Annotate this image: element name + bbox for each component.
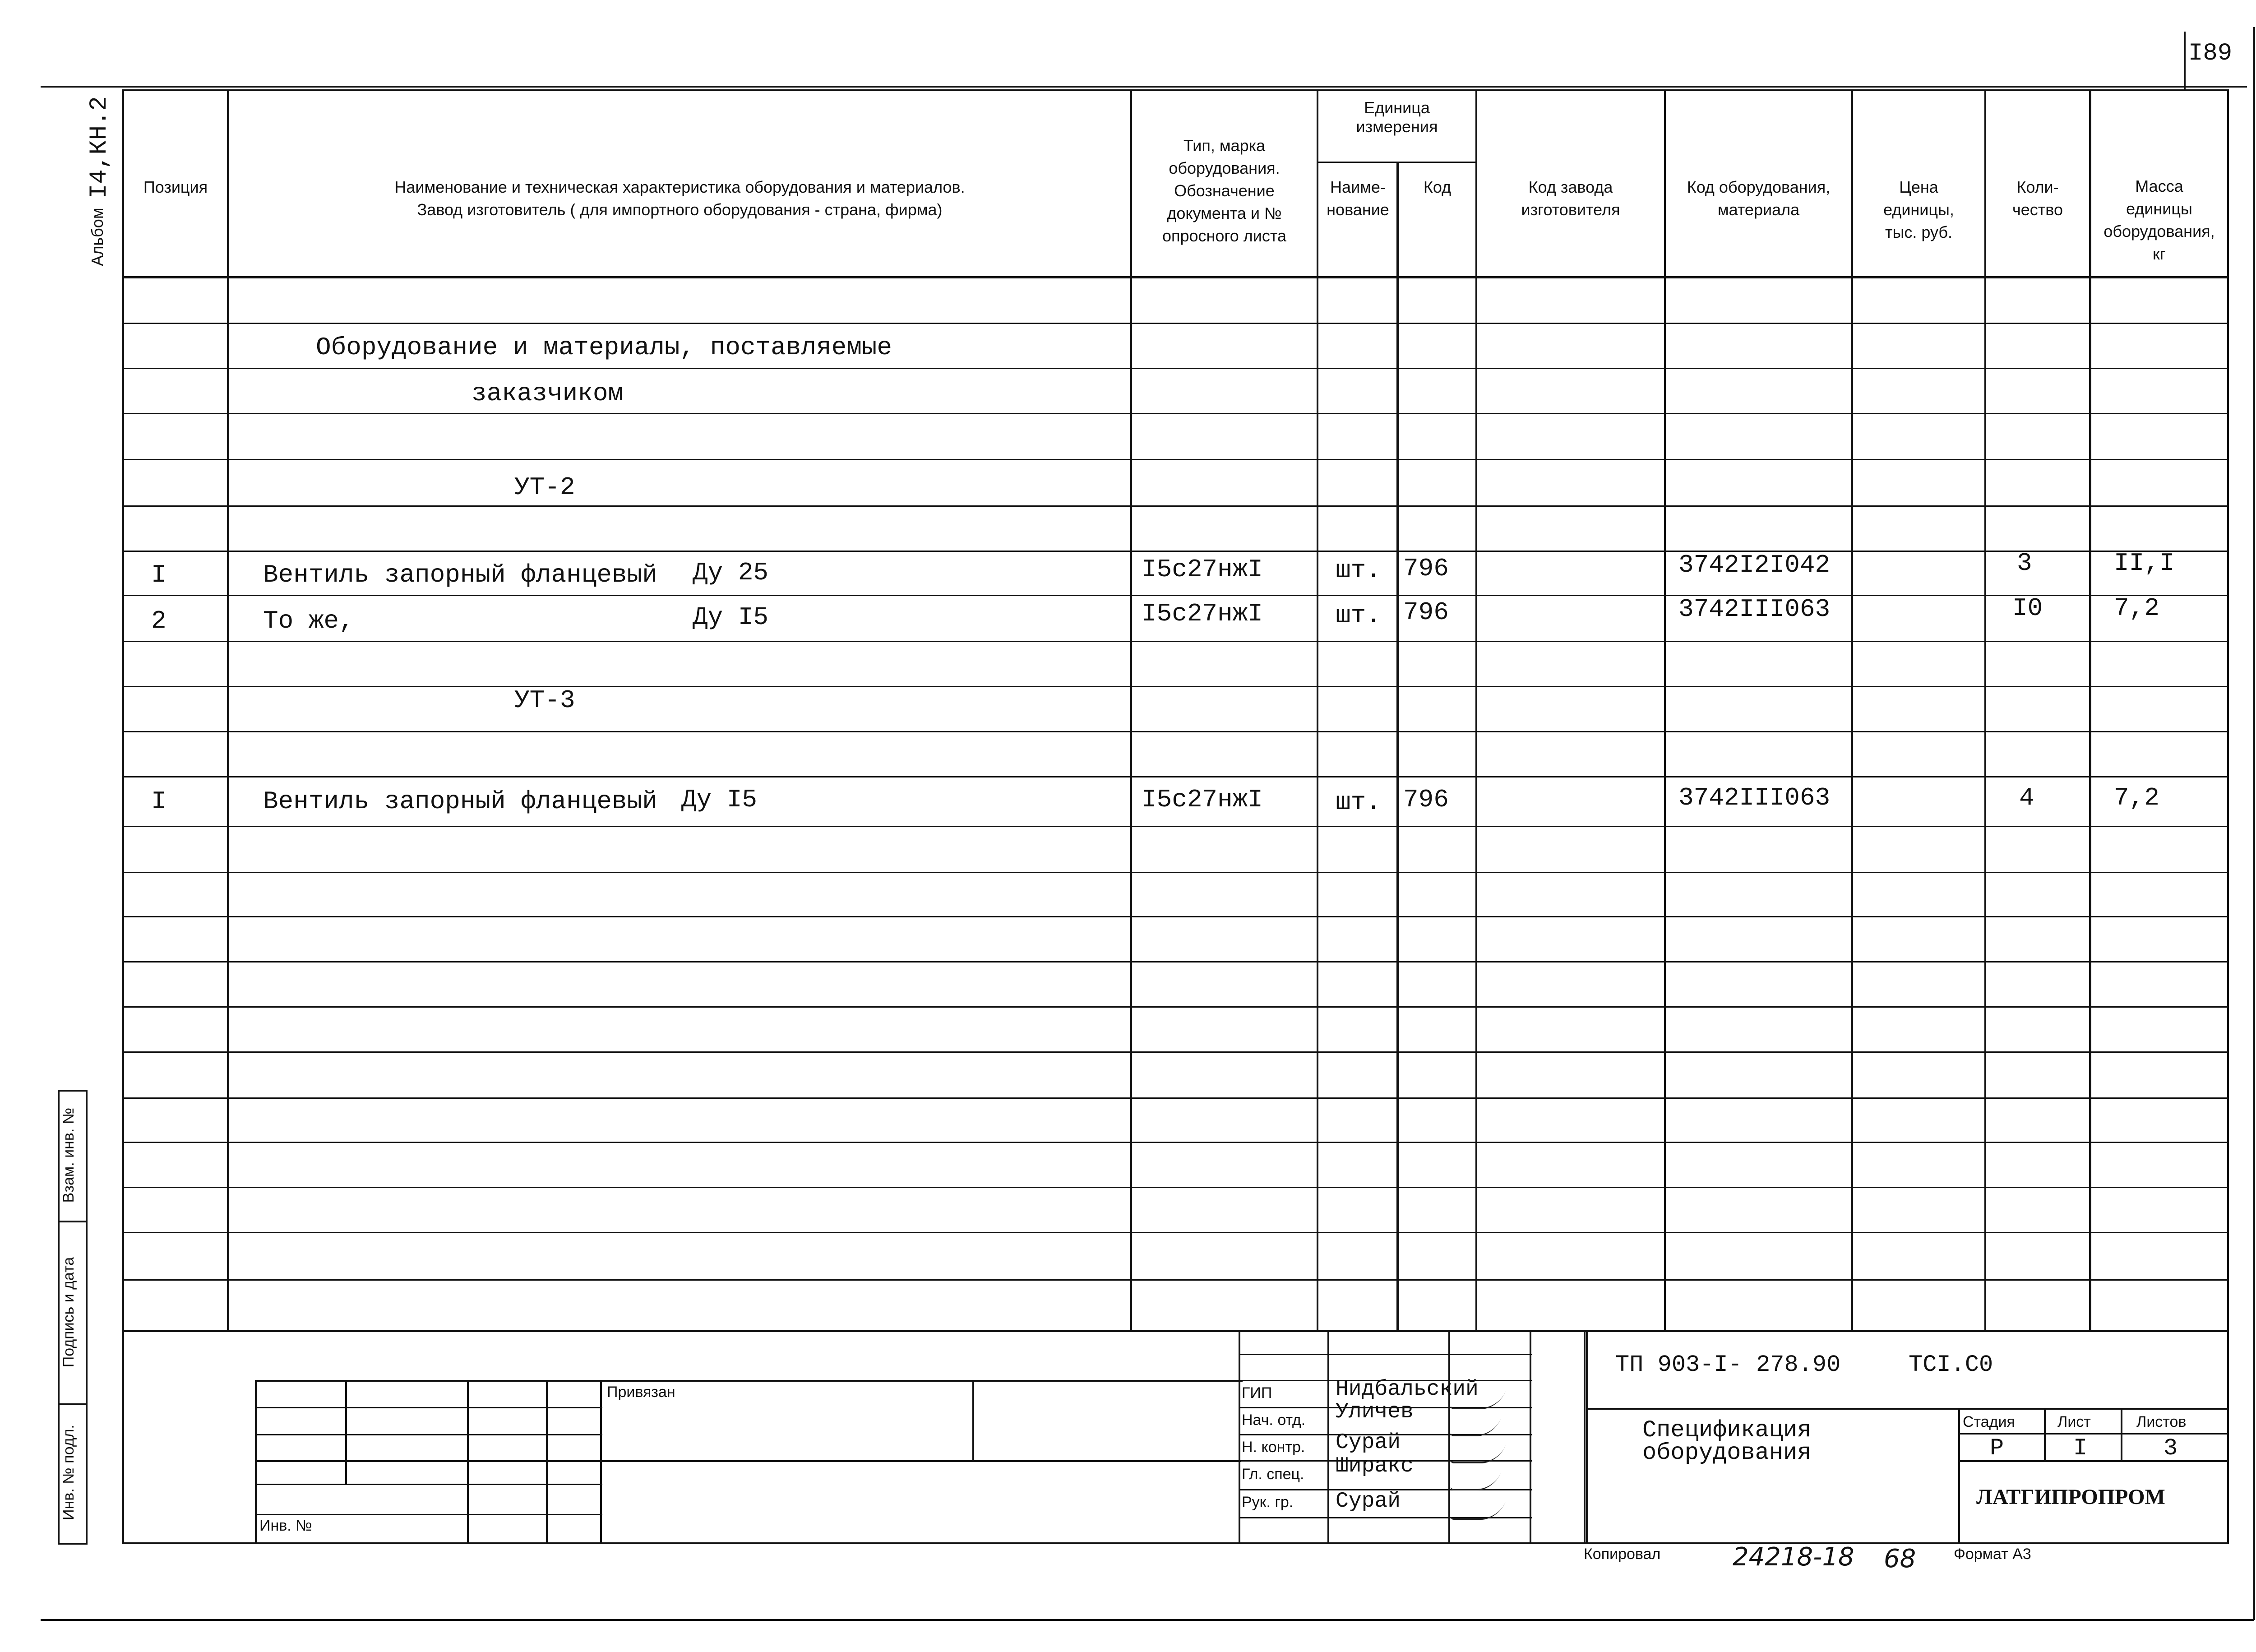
tb-role-gip: ГИП: [1242, 1384, 1272, 1402]
tb-privyazan: Привязан: [607, 1384, 675, 1401]
tb-grid-h1: [255, 1407, 602, 1408]
tb-grid-h2: [255, 1434, 602, 1435]
row-separator: [122, 776, 2229, 777]
tb-role-nkontr: Н. контр.: [1242, 1439, 1305, 1456]
header-mass: Масса единицы оборудования, кг: [2103, 177, 2215, 263]
row-separator: [122, 641, 2229, 642]
signature-mark: [1449, 1417, 1502, 1436]
row-separator: [122, 1142, 2229, 1143]
tb-right-v2: [2044, 1408, 2046, 1462]
col-line-3: [1317, 90, 1318, 1331]
row-separator: [122, 505, 2229, 507]
section-title-line1: Оборудование и материалы, поставляемые: [316, 333, 892, 362]
tb-name-gip: Нидбальский: [1336, 1377, 1479, 1402]
header-top-line: [122, 89, 2229, 91]
row-unit: шт.: [1336, 788, 1381, 817]
col-line-7: [1851, 90, 1853, 1331]
header-unit-code: Код: [1423, 178, 1452, 196]
group-ut3: УТ-3: [514, 686, 575, 715]
header-bottom-line: [122, 276, 2229, 278]
row-separator: [122, 1051, 2229, 1053]
tb-name-nach: Уличев: [1336, 1400, 1414, 1424]
tb-sig-v2: [1448, 1330, 1450, 1543]
tb-right-h1: [1586, 1408, 2229, 1410]
tb-doc-code: ТП 903-I- 278.90: [1615, 1351, 1841, 1378]
signature-mark: [1449, 1390, 1506, 1409]
row-size: Ду I5: [693, 603, 769, 632]
row-separator: [122, 1097, 2229, 1099]
row-qty: 3: [2017, 549, 2032, 578]
header-unit-group: Единица измерения: [1356, 98, 1438, 136]
tb-name-glspec: Ширакс: [1336, 1454, 1414, 1478]
footer-copied: Копировал: [1584, 1546, 1661, 1563]
tb-doc-title-1: Спецификация: [1642, 1417, 1812, 1444]
row-separator: [122, 1279, 2229, 1281]
tb-sig-left: [1239, 1330, 1240, 1543]
row-type: I5с27нжI: [1142, 785, 1263, 814]
row-separator: [122, 459, 2229, 460]
album-number: I4,КН.2: [86, 96, 113, 199]
col-line-2: [1130, 90, 1132, 1331]
tb-sheets-label: Листов: [2136, 1413, 2187, 1430]
tb-sig-v1: [1327, 1330, 1329, 1543]
unit-group-line: [1317, 162, 1477, 163]
tb-grid-h5: [255, 1514, 602, 1515]
side-stamp-inv-podl: Инв. № подл.: [60, 1425, 77, 1520]
tb-left-grid: [255, 1380, 1243, 1544]
tb-role-nach: Нач. отд.: [1242, 1411, 1306, 1429]
col-line-1: [227, 90, 229, 1331]
bottom-outer-line: [41, 1619, 2254, 1621]
tb-org: ЛАТГИПРОПРОМ: [1976, 1485, 2165, 1509]
row-name: Вентиль запорный фланцевый: [263, 787, 657, 816]
tb-top-line: [122, 1330, 2229, 1332]
header-equip-code: Код оборудования, материала: [1687, 178, 1831, 219]
header-price: Цена единицы, тыс. руб.: [1883, 178, 1954, 241]
row-separator: [122, 323, 2229, 324]
tb-sheet-value: I: [2073, 1435, 2088, 1462]
row-mass: 7,2: [2114, 783, 2159, 812]
tb-sheet-label: Лист: [2057, 1413, 2091, 1430]
tb-sig-v3: [1530, 1330, 1531, 1543]
tb-doc-title-2: оборудования: [1642, 1439, 1812, 1466]
col-line-4: [1396, 162, 1399, 1331]
row-type: I5с27нжI: [1142, 555, 1263, 584]
tb-right-h2: [1958, 1433, 2229, 1435]
tb-stage-value: Р: [1990, 1435, 2004, 1462]
tb-role-rukgr: Рук. гр.: [1242, 1494, 1294, 1511]
album-label: Альбом: [88, 208, 106, 266]
row-equip-code: 3742III063: [1678, 783, 1831, 812]
col-line-5: [1475, 90, 1477, 1331]
top-frame-line: [41, 86, 2247, 88]
tb-name-nkontr: Сурай: [1336, 1430, 1401, 1455]
left-frame-line: [122, 90, 124, 1543]
tb-name-rukgr: Сурай: [1336, 1489, 1401, 1513]
signature-mark: [1449, 1471, 1502, 1490]
tb-right-left: [1586, 1330, 1588, 1543]
row-unit: шт.: [1336, 556, 1381, 585]
tb-role-glspec: Гл. спец.: [1242, 1466, 1304, 1483]
tb-doc-suffix: ТСI.С0: [1909, 1351, 1993, 1378]
row-mass: 7,2: [2114, 594, 2159, 623]
footer-format: Формат А3: [1954, 1546, 2031, 1563]
tb-stage-label: Стадия: [1963, 1413, 2015, 1430]
footer-page: 68: [1884, 1544, 1916, 1573]
row-separator: [122, 1187, 2229, 1188]
tb-sig-v4: [1584, 1330, 1586, 1543]
tb-grid-v5: [972, 1380, 974, 1461]
tb-right-v3: [2121, 1408, 2122, 1462]
tb-grid-h3: [255, 1460, 1241, 1462]
row-position: I: [151, 787, 166, 816]
sheet-corner-number: I89: [2188, 40, 2233, 67]
row-mass: II,I: [2114, 549, 2175, 578]
row-code: 796: [1403, 554, 1449, 583]
tb-sheets-value: 3: [2164, 1435, 2178, 1462]
row-qty: I0: [2012, 594, 2043, 623]
row-separator: [122, 1006, 2229, 1008]
footer-number: 24218-18: [1733, 1542, 1854, 1572]
row-unit: шт.: [1336, 601, 1381, 630]
row-qty: 4: [2019, 783, 2034, 812]
row-separator: [122, 413, 2229, 414]
group-ut2: УТ-2: [514, 473, 575, 502]
section-title-line2: заказчиком: [472, 379, 624, 408]
col-line-6: [1664, 90, 1666, 1331]
tb-sig-h0: [1239, 1354, 1532, 1355]
tb-grid-v1: [345, 1380, 347, 1484]
row-separator: [122, 916, 2229, 917]
inner-right-line: [2227, 90, 2229, 1543]
row-separator: [122, 1232, 2229, 1233]
row-separator: [122, 872, 2229, 873]
row-separator: [122, 686, 2229, 687]
row-position: I: [151, 560, 166, 589]
tb-inv-no: Инв. №: [259, 1517, 312, 1534]
col-line-8: [1984, 90, 1986, 1331]
tb-grid-h4: [255, 1484, 602, 1485]
tb-right-v1: [1958, 1408, 1960, 1543]
row-code: 796: [1403, 785, 1449, 814]
header-unit-name: Наиме- нование: [1327, 178, 1389, 219]
col-line-9: [2089, 90, 2091, 1331]
header-position: Позиция: [143, 178, 208, 196]
side-stamp-vzam: Взам. инв. №: [60, 1107, 77, 1203]
header-type: Тип, марка оборудования. Обозначение документа и № опросного листа: [1162, 136, 1287, 245]
row-code: 796: [1403, 598, 1449, 627]
right-frame-line: [2253, 27, 2255, 1620]
row-equip-code: 3742III063: [1678, 595, 1831, 624]
row-name: Вентиль запорный фланцевый: [263, 560, 657, 589]
row-size: Ду I5: [681, 785, 758, 814]
header-factory-code: Код завода изготовителя: [1521, 178, 1620, 219]
row-type: I5с27нжI: [1142, 599, 1263, 628]
header-name: Наименование и техническая характеристика оборудования и материалов. Завод изготовитель ( для импортного оборудования - страна, фирма): [394, 178, 965, 219]
row-equip-code: 3742I2I042: [1678, 551, 1831, 579]
row-size: Ду 25: [693, 558, 769, 587]
row-separator: [122, 731, 2229, 732]
row-separator: [122, 595, 2229, 596]
row-separator: [122, 551, 2229, 552]
side-stamp-podpis: Подпись и дата: [60, 1257, 77, 1368]
row-position: 2: [151, 606, 166, 635]
header-qty: Коли- чество: [2012, 178, 2063, 219]
row-separator: [122, 961, 2229, 963]
row-separator: [122, 368, 2229, 369]
row-separator: [122, 826, 2229, 827]
row-name: То же,: [263, 606, 354, 635]
